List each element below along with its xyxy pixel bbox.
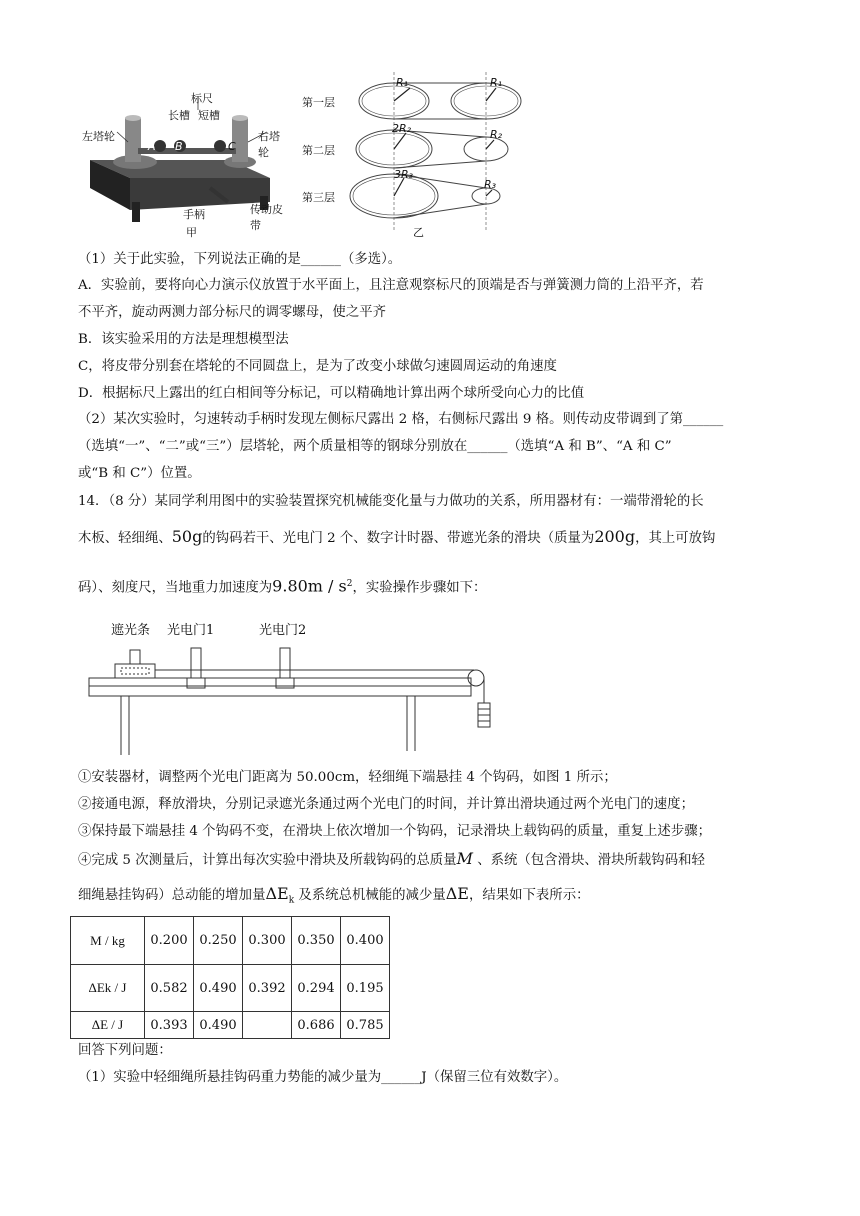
table-header: M / kg	[71, 917, 145, 965]
answer-lead: 回答下列问题：	[78, 1043, 172, 1058]
table-row	[71, 965, 390, 1012]
right-radius-2: R₂	[490, 128, 503, 141]
figure-track	[85, 615, 505, 760]
table-cell: 0.300	[243, 917, 292, 965]
table-cell: 0.195	[341, 965, 390, 1012]
q13-part2-line2: （选填“一”、“二”或“三”）层塔轮，两个质量相等的钢球分别放在______（选填“A 和 B”、“A 和 C”	[78, 439, 672, 454]
table-cell	[243, 1012, 292, 1039]
q13-option-c: C，将皮带分别套在塔轮的不同圆盘上，是为了改变小球做匀速圆周运动的角速度	[78, 359, 557, 374]
figure-yi	[300, 70, 540, 240]
table-cell: 0.350	[292, 917, 341, 965]
table-cell: 0.490	[194, 1012, 243, 1039]
table-cell: 0.294	[292, 965, 341, 1012]
q14-step4-line1: ④完成 5 次测量后，计算出每次实验中滑块及所载钩码的总质量M 、系统（包含滑块、滑块所载钩码和轻	[78, 849, 705, 868]
label-A: A	[148, 140, 156, 153]
left-radius-1: R₁	[396, 76, 409, 89]
left-radius-2: 2R₂	[392, 122, 412, 135]
label-zheguangtiao: 遮光条	[111, 623, 151, 638]
q13-part2-line3: 或“B 和 C”）位置。	[78, 466, 201, 481]
label-gate2: 光电门2	[259, 623, 307, 638]
table-cell: 0.400	[341, 917, 390, 965]
q13-option-a-line2: 不平齐，旋动两测力部分标尺的调零螺母，使之平齐	[78, 305, 386, 320]
table-cell: 0.490	[194, 965, 243, 1012]
q14-question1: （1）实验中轻细绳所悬挂钩码重力势能的减少量为______J（保留三位有效数字）。	[78, 1070, 568, 1085]
q14-step3: ③保持最下端悬挂 4 个钩码不变，在滑块上依次增加一个钩码，记录滑块上载钩码的质量，重复上述步骤；	[78, 824, 711, 839]
table-row	[71, 1012, 390, 1039]
label-C: C	[228, 140, 236, 153]
label-duancao: 短槽	[198, 109, 220, 122]
table-cell: 0.785	[341, 1012, 390, 1039]
left-radius-3: 3R₃	[394, 168, 414, 181]
label-chuandong: 传动皮带	[250, 203, 283, 232]
results-table	[70, 916, 390, 1039]
table-header: ΔEk / J	[71, 965, 145, 1012]
label-B: B	[175, 140, 183, 153]
q13-option-d: D．根据标尺上露出的红白相间等分标记，可以精确地计算出两个球所受向心力的比值	[78, 386, 585, 401]
q13-part1: （1）关于此实验，下列说法正确的是______（多选）。	[78, 252, 402, 267]
caption-yi: 乙	[413, 226, 424, 239]
q13-option-a-line1: A．实验前，要将向心力演示仪放置于水平面上，且注意观察标尺的顶端是否与弹簧测力筒的上沿平齐，若	[78, 278, 704, 293]
table-cell: 0.392	[243, 965, 292, 1012]
caption-jia: 甲	[186, 226, 197, 239]
label-gate1: 光电门1	[167, 623, 215, 638]
figure-jia	[80, 70, 290, 240]
label-shoubing: 手柄	[183, 208, 205, 221]
table-cell: 0.200	[145, 917, 194, 965]
right-radius-3: R₃	[484, 178, 497, 191]
q14-intro-line3: 码）、刻度尺，当地重力加速度为$9.80m / s^2$，实验操作步骤如下：	[78, 576, 487, 596]
label-youtalun: 右塔轮	[258, 130, 280, 159]
layer-label-2: 第二层	[302, 144, 335, 157]
label-biaochi: 标尺	[191, 92, 213, 105]
table-cell: 0.393	[145, 1012, 194, 1039]
q14-intro-line1: 14．（8 分）某同学利用图中的实验装置探究机械能变化量与力做功的关系，所用器材有：一端带滑轮的长	[78, 494, 704, 509]
q13-part2-line1: （2）某次实验时，匀速转动手柄时发现左侧标尺露出 2 格，右侧标尺露出 9 格。则传动皮带调到了第______	[78, 412, 724, 427]
label-changcao: 长槽	[168, 109, 190, 122]
table-cell: 0.250	[194, 917, 243, 965]
q14-step4-line2: 细绳悬挂钩码）总动能的增加量$\Delta E_k$ 及系统总机械能的减少量ΔE，结果如下表所示：	[78, 884, 590, 906]
q14-intro-line2: 木板、轻细绳、50g的钩码若干、光电门 2 个、数字计时器、带遮光条的滑块（质量为200g，其上可放钩	[78, 527, 716, 546]
table-cell: 0.686	[292, 1012, 341, 1039]
pulley-layers-drawing	[300, 70, 540, 240]
q14-step1: ①安装器材，调整两个光电门距离为 50.00cm，轻细绳下端悬挂 4 个钩码，如图 1 所示；	[78, 770, 617, 785]
table-row	[71, 917, 390, 965]
table-cell: 0.582	[145, 965, 194, 1012]
q14-step2: ②接通电源，释放滑块，分别记录遮光条通过两个光电门的时间，并计算出滑块通过两个光电门的速度；	[78, 797, 694, 812]
table-header: ΔE / J	[71, 1012, 145, 1039]
layer-label-1: 第一层	[302, 96, 335, 109]
q13-option-b: B．该实验采用的方法是理想模型法	[78, 332, 289, 347]
right-radius-1: R₁	[490, 76, 503, 89]
layer-label-3: 第三层	[302, 191, 335, 204]
label-zuotalun: 左塔轮	[82, 130, 115, 143]
